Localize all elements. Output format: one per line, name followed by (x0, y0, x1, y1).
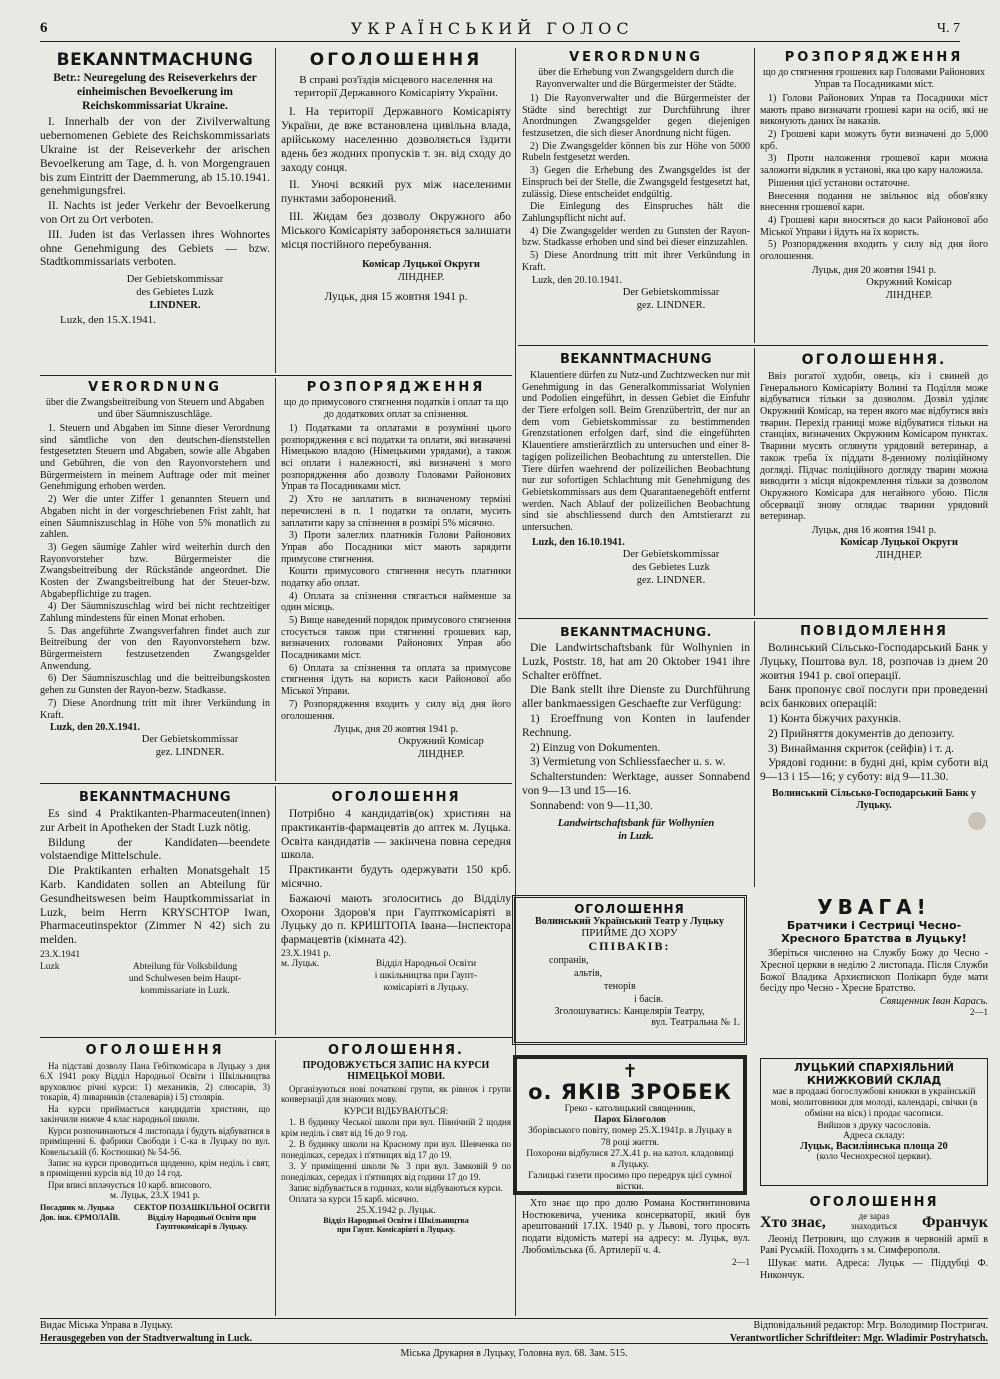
signature-line: Дов. інж. ЄРМОЛАЇВ. (40, 1212, 120, 1222)
paragraph: Оплата за курси 15 карб. місячно. (289, 1194, 419, 1205)
paragraph: I. Innerhalb der von der Zivilverwaltung uebernomenen Gebiete des Reichskommissariats Ukraine ist der Reiseverkehr der arischen Bevoelkerung am Tage, d. h. von Morgengrauen bis zum Eintritt der Daemmerung, ab 15.10.1941. genehmigungsfrei. (40, 116, 270, 198)
search-headline (760, 1212, 988, 1232)
notice-pharmacy-de (40, 790, 270, 1035)
paragraph: Внесення подання не звільнює від обов'язку внесення грошевої кари. (760, 190, 988, 214)
notice-city: м. Луцьк. (281, 958, 320, 969)
paragraph: III. Жидам без дозволу Окружного або Міського Комісаріяту забороняється залишати місця постійного перебування. (281, 210, 511, 251)
notice-body (40, 808, 270, 948)
signature-line: і шкільництва при Гаупт- (374, 970, 478, 981)
paragraph: 7) Diese Anordnung tritt mit ihrer Verkündung in Kraft. (40, 697, 270, 721)
paragraph: I. На території Державного Комісаріяту України, де вже встановлена цивільна влада, арійському населенню дозволяється їздити вдень без жодних пропусків т. зн. від сходу до заходу сонця. (281, 106, 511, 174)
paragraph: На підставі дозволу Пана Гебіткомісара в Луцьку з дня 6.X 1941 року Відділ Народньої Освіти і Шкільництва вруховлює річні курси: 1) механиків, 2) слюсарів, 3) токарів, 4) ливарників (сталеварів) і 5) столярів. (40, 1061, 270, 1103)
notice-search-romana (522, 1198, 750, 1316)
notice-subject: що до примусового стягнення податків і оплат та що до додаткових оплат за спізнення. (283, 397, 509, 420)
search-question: де зараз знаходиться (850, 1211, 897, 1231)
divider (40, 1037, 512, 1038)
issue-number: Ч. 7 (936, 20, 960, 36)
signature: Волинський Сільсько-Господарський Банк у Луцьку. (772, 787, 976, 812)
paragraph: 1. Steuern und Abgaben im Sinne dieser Verordnung sind sämtliche von den deutschen-dienststellen festgesetzten Steuern und Abgaben, sowie alle Abgaben und Gebühren, die von den Rayonvorstehern und Bürgermeistern in meinem Auftrage oder mit meiner Genehmigung erhoben werden. (40, 423, 270, 493)
notice-title: ОГОЛОШЕННЯ (331, 790, 461, 805)
notice-zwangsgelder-de (522, 50, 750, 343)
paragraph: 2) Хто не заплатить в визначеному терміні перечислені в п. 1 податки та оплати, мусить заплатити кару за спізнення в розмірі 5% місячно. (281, 494, 511, 529)
notice-bookstore-box (760, 1058, 988, 1186)
column-rule (754, 348, 755, 616)
signature-line: in Luzk. (618, 830, 654, 842)
list-item: 2) Прийняття документів до депозиту. (768, 727, 955, 740)
paragraph: II. Уночі всякий рух між населеними пунктами заборонений. (281, 179, 511, 206)
search-name: Франчук (921, 1213, 988, 1231)
obituary-line: Парох Білоголов (594, 1115, 666, 1126)
notice-body (760, 371, 988, 523)
list-item: 1) Конта біжучих рахунків. (768, 712, 902, 725)
signature-line: при Гаупт. Комісаріяті в Луцьку. (337, 1225, 455, 1235)
signature-left (40, 1203, 120, 1232)
obituary-line: Зборівського повіту, помер 25.X.1941р. в Луцьку в 78 році життя. (528, 1126, 732, 1148)
obituary-box (513, 1055, 747, 1195)
divider (518, 618, 988, 619)
issue-count: 2—1 (970, 1007, 988, 1018)
divider (40, 375, 512, 376)
obituary-line: Галицькі газети просимо про передрук цієї сумної вістки. (528, 1171, 732, 1193)
paragraph: Klauentiere dürfen zu Nutz-und Zuchtzwecken nur mit Genehmigung in das Generalkommissariat Wolynien und Podolien eingeführt, in dessen Gebiet die Einfuhr der Tiere erfolgen soll. Beim Grenzübertritt, der nur an dem vom Gebietskommissar zu bestimmenden Grenzstationen erfolgen darf, sind die eingeführten Klauentiere amstierärztlich zu untersuchen und einer 8-tagigen polizeilichen Beobachtung zu unterstellen. Die Tiere dürfen waehrend der polizeilichen Beobachtung nur zur sofortigen Schlachtung mit Genehmigung des Gebietskommissars aus dem Quarantaenegehöft entfernt werden. Nach Ablauf der polizeilichen Beobachtung sind sie abschliessend durch den Amtstierarzt zu untersuchen. (522, 370, 750, 533)
signature-line: Відділ Народньої Освіти і Шкільництва (323, 1215, 469, 1225)
paragraph: Бажаючі мають зголоситись до Відділу Охорони Здоров'я при Гаупткомісаріяті в Луцьку до п. КРИШТОПА Івана—Інспектора фармацевтів (кімната 42). (281, 892, 511, 947)
signature (592, 548, 750, 587)
paragraph: Леонід Петрович, що служив в червоній армії в Раві Руській. Походить з м. Симферополя. (760, 1233, 988, 1257)
signature-line: des Gebietes Luzk (136, 287, 214, 299)
signature-name: LINDNER. (149, 300, 201, 312)
signature-line: комісаріяті в Луцьку. (383, 982, 469, 993)
notice-body (760, 642, 988, 785)
signature (341, 959, 511, 995)
notice-fines-ua (760, 50, 988, 343)
signature-name: ЛІНДНЕР. (397, 272, 445, 284)
theatre-line: ПРИЙМЕ ДО ХОРУ (581, 927, 678, 939)
notice-date: Luzk, den 20.10.1941. (532, 275, 622, 287)
obituary-line: Греко - католицький священник, (564, 1104, 696, 1114)
notice-body (281, 106, 511, 252)
bookstore-title: КНИЖКОВИЙ СКЛАД (806, 1074, 942, 1087)
signature (331, 258, 511, 284)
signature (810, 536, 988, 562)
notice-cattle-ua (760, 352, 988, 616)
publisher-line: Видає Міська Управа в Луцьку. (40, 1320, 174, 1331)
theatre-address: вул. Театральна № 1. (651, 1017, 740, 1028)
signature-name: gez. LINDNER. (636, 300, 706, 312)
signature (371, 735, 511, 761)
notice-date: 23.X.1941 (40, 949, 81, 960)
notice-date: Луцьк, дня 15 жовтня 1941 р. (324, 290, 468, 303)
signature-name: ЛІНДНЕР. (417, 749, 465, 761)
notice-title: BEKANNTMACHUNG (559, 352, 713, 367)
notice-body (522, 370, 750, 534)
signature-line: Der Gebietskommissar (141, 734, 239, 746)
paragraph: 1) Die Rayonverwalter und die Bürgermeister der Städte sind berechtigt zur Durchführung ihrer Anordnungen Zwangsgelder gegen diejenigen festzusetzen, die sich dieser Anordnung nicht fügen. (522, 93, 750, 140)
notice-date: Луцьк, дня 16 жовтня 1941 р. (811, 524, 937, 536)
list-item: тенорів (604, 981, 636, 992)
notice-date: Luzk, den 16.10.1941. (532, 536, 625, 548)
signature (100, 962, 270, 998)
search-question: Хто знає, (760, 1213, 826, 1231)
signature-name: ЛІНДНЕР. (885, 289, 933, 301)
list-item: і басів. (634, 994, 664, 1005)
bookstore-body: має в продажі богослужбові книжки в українській мові, молитовники для молоді, календарі, свічки (в обміни на віск) і продає часописи. (770, 1087, 978, 1120)
notice-subject: Братчики і Сестриці Чесно-Хресного Братства в Луцьку! (781, 919, 967, 946)
paragraph: Die Einlegung des Einspruches hält die Zahlungspflicht nicht auf. (522, 201, 750, 224)
signature-line: Відділу Народньої Освіти при (147, 1212, 257, 1222)
notice-title: УВАГА! (817, 895, 931, 919)
voice-list (519, 954, 740, 1006)
signature (522, 817, 750, 843)
signature-line: Landwirtschaftsbank für Wolhynien (557, 817, 715, 829)
notice-city: Luzk (40, 961, 60, 972)
notice-date: Luzk, den 20.X.1941. (50, 722, 141, 734)
paragraph: Рішення цієї установи остаточне. (768, 177, 910, 189)
obituary-line: Похорони відбулися 27.X.41 р. на катол. кладовищі в Луцьку. (526, 1148, 734, 1171)
notice-body (522, 93, 750, 273)
editor-line: Verantwortlicher Schriftleiter: Mgr. Wladimir Postryhatsch. (729, 1332, 988, 1344)
signature-name: ЛІНДНЕР. (875, 550, 923, 562)
bookstore-line: Вийшов з друку часословів. (817, 1120, 931, 1131)
signature (592, 286, 750, 312)
page-header (40, 16, 960, 42)
paragraph: Кошти примусового стягнення несуть платники податку або оплат. (281, 566, 511, 589)
paragraph: Запис відбувається в годинах, коли відбуваються курси. (289, 1182, 503, 1193)
notice-body (281, 423, 511, 722)
paragraph: Практиканти будуть одержувати 150 крб. місячно. (281, 864, 511, 890)
publisher-info (40, 1320, 510, 1345)
signature-line: und Schulwesen beim Haupt- (128, 973, 242, 984)
divider (40, 1318, 988, 1319)
paragraph: 4) Der Säumniszuschlag wird bei nicht rechtzeitiger Zahlung mindestens für einen Monat erhoben. (40, 601, 270, 624)
paragraph: 5) Вище наведений порядок примусового стягнення стосується також при стягненні грошевих кар, визначених головами Районових Управ або Посадниками міст. (281, 615, 511, 662)
notice-subject: що до стягнення грошевих кар Головами Районових Управ та Посадниками міст. (763, 67, 985, 90)
signature-line: Der Gebietskommissar (622, 548, 720, 560)
signature-line: Комісар Луцької Округи (362, 259, 480, 271)
paragraph: Die Landwirtschaftsbank für Wolhynien in Luzk, Poststr. 18, hat am 20 Oktober 1941 ihre Schalter eröffnet. (522, 642, 750, 682)
signature-row (40, 1203, 270, 1232)
notice-title: ОГОЛОШЕННЯ. (801, 352, 947, 368)
notice-german-courses (281, 1043, 511, 1316)
theatre-line: СПІВАКІВ: (588, 939, 671, 953)
signature-line: Der Gebietskommissar (126, 274, 224, 286)
list-item: 3) Винаймання скриток (сейфів) і т. д. (768, 742, 954, 755)
bookstore-line: (коло Чеснохресної церкви). (816, 1151, 932, 1162)
signature (830, 276, 988, 302)
paragraph: При вписі вплачується 10 карб. вписового. (48, 1179, 212, 1190)
notice-theatre-box (512, 895, 747, 1045)
theatre-contact: Зголошуватись: Канцелярія Театру, (554, 1006, 705, 1017)
signature-line: des Gebietes Luzk (632, 561, 710, 573)
paragraph: Організуються нові початкові групи, як рівнож і групи конверзації для знаючих мову. (281, 1084, 511, 1105)
notice-title: VERORDNUNG (88, 380, 222, 395)
notice-trade-courses (40, 1043, 270, 1316)
notice-body (40, 1061, 270, 1190)
signature-line: Abteilung für Volksbildung (132, 961, 238, 972)
paragraph: 6) Der Säumniszuschlag und die beitreibungskosten gehen zu Gunsten der Rayon-bezw. Stadkasse. (40, 673, 270, 697)
signature-right (134, 1203, 270, 1232)
notice-title: BEKANNTMACHUNG. (560, 624, 712, 639)
notice-date: 23.X.1941 р. (281, 948, 331, 959)
list-item: альтів, (574, 968, 603, 979)
notice-body (760, 93, 988, 263)
signature-name: gez. LINDNER. (155, 747, 225, 759)
paragraph: 4) Грошеві кари вносяться до каси Районової або Міської Управи і йдуть на їх користь. (760, 214, 988, 238)
list-item: 2) Einzug von Dokumenten. (530, 741, 661, 754)
page-number: 6 (40, 20, 48, 36)
signature-name: gez. LINDNER. (636, 574, 706, 586)
notice-travel-ua (281, 50, 511, 373)
paragraph: Запис на курси проводиться щоденно, крім неділь і свят, в приміщенні курсів від 10 до 14 год. (40, 1157, 270, 1179)
paragraph: Die Praktikanten erhalten Monatsgehalt 15 Karb. Kandidaten sollen an Abteilung für Gesundheitswesen beim Hauptkommissariat in Luzk, beim Herrn KRYSCHTOP Iwan, Pharmaceutinspektor (Zimmer N 42) sich zu melden. (40, 865, 270, 947)
notice-date: Луцьк, дня 20 жовтня 1941 р. (811, 264, 937, 276)
notice-search-franchuk (760, 1195, 988, 1316)
paragraph: III. Juden ist das Verlassen ihres Wohnortes ohne Genehmigung des Gebiets — bzw. Stadtkommissariats verboten. (40, 228, 270, 269)
notice-body (760, 1234, 988, 1282)
notice-title: ОГОЛОШЕННЯ (85, 1043, 225, 1058)
paragraph: II. Nachts ist jeder Verkehr der Bevoelkerung von Ort zu Ort verboten. (40, 200, 270, 226)
publisher-line: Herausgegeben von der Stadtverwaltung in Luck. (40, 1332, 253, 1344)
notice-title: ОГОЛОШЕННЯ. (328, 1043, 464, 1058)
paragraph: 1) Голови Районових Управ та Посадники міст мають право визначати грошеві кари на осіб, які не виконують даних їм наказів. (760, 93, 988, 128)
notice-reiseverkehr-de (40, 50, 270, 373)
bookstore-line: Адреса складу: (843, 1130, 905, 1141)
printer-info: Міська Друкарня в Луцьку, Головна вул. 68. Зам. 515. (400, 1348, 628, 1359)
signature-line: kommissariate in Luzk. (140, 985, 230, 996)
paragraph: 6) Оплата за спізнення та оплата за примусове стягнення ідуть на користь каси Районової або Міської Управи. (281, 662, 511, 698)
paragraph: Банк пропонує свої послуги при проведенні всіх банкових операцій: (760, 684, 988, 711)
column-rule (275, 48, 276, 373)
notice-subject: ПРОДОВЖУЄТЬСЯ ЗАПИС НА КУРСИ (302, 1060, 490, 1071)
paragraph: 5) Розпорядження входить у силу від дня його оголошення. (760, 239, 988, 262)
notice-body (522, 1198, 750, 1256)
signature-line: Відділ Народньої Освіти (375, 958, 477, 969)
divider (40, 783, 512, 784)
paragraph: На курси приймається кандидатів християн, що закінчили нижче 4 клас народньої школи. (40, 1103, 270, 1125)
paragraph: 2) Die Zwangsgelder können bis zur Höhe von 5000 Rubeln festgesetzt werden. (522, 140, 750, 164)
signature (110, 733, 270, 759)
paragraph: Урядові години: в будні дні, крім суботи від 9—13 і 15—16; у суботу: від 9—11.30. (760, 757, 988, 784)
signature-line: Посадник м. Луцька (40, 1203, 115, 1213)
signature: Священник Іван Карась. (879, 996, 988, 1008)
column-rule (754, 48, 755, 343)
notice-title: BEKANNTMACHUNG (56, 50, 254, 70)
notice-title: ПОВІДОМЛЕННЯ (800, 624, 948, 639)
paragraph: 1) Податками та оплатами в розумінні цього розпорядження є всі податки та оплати, які визначені Німецькою владою (Німецькими урядами), а також всі оплати і належності, які визначені з мого розпорядження або дозволу Головами Районових Управ та Посадниками міст. (281, 423, 511, 493)
signature-row (281, 959, 511, 995)
paragraph: Зберіться численно на Службу Божу до Чесно - Хресної церкви в неділю 2 листопада. Після Служби Божої Владика Архиєпископ Полікарп буде мати бесіду про Чесно - Хресне Братство. (760, 948, 988, 995)
notice-body (281, 1084, 511, 1205)
paragraph: 2) Wer die unter Ziffer 1 genannten Steuern und Abgaben nicht in der vorgeschriebenen Frist zahlt, hat einen Säumniszuschlag in Höhe von 5% monatlich zu zahlen. (40, 494, 270, 541)
list-item: 1) Eroeffnung von Konten in laufender Rechnung. (522, 712, 750, 739)
notice-steuern-de (40, 380, 270, 781)
paragraph: Потрібно 4 кандидатів(ок) християн на практикантів-фармацевтів до аптек м. Луцька. Освіта кандидатів — закінчена повна середня школа. (281, 808, 511, 862)
notice-title: РОЗПОРЯДЖЕННЯ (784, 50, 964, 65)
notice-subject: В справі роз'їздів місцевого населення на території Державного Комісаріяту України. (294, 74, 498, 100)
notice-bank-de (522, 624, 750, 886)
cross-icon: ✝ (622, 1061, 638, 1081)
paragraph: 3) Проти залеглих платників Голови Районових Управ або Посадники міст мають зарядити примусове стягнення. (281, 530, 511, 565)
notice-body (40, 423, 270, 721)
editor-line: Відповідальний редактор: Мгр. Володимир Постригач. (753, 1320, 988, 1331)
paragraph: 5. Das angeführte Zwangsverfahren findet auch zur Beitreibung der von den Rayonvorstehern bzw. Bürgermeistern festzusetzenden Zwangsgelder Anwendung. (40, 625, 270, 672)
notice-title: VERORDNUNG (569, 50, 703, 65)
signature-row (40, 962, 270, 998)
paragraph: 5) Diese Anordnung tritt mit ihrer Verkündung in Kraft. (522, 249, 750, 273)
notice-body (281, 808, 511, 948)
editor-info (518, 1320, 988, 1345)
signature (281, 1216, 511, 1235)
paragraph: 1. В будинку Чеської школи при вул. Північній 2 щодня крім неділь і свят від 16 до 9 год. (281, 1117, 511, 1138)
signature-line: Окружний Комісар (398, 736, 484, 748)
paragraph: 4) Оплата за спізнення стягається найменше за один місяць. (281, 590, 511, 614)
obituary-name: о. ЯКІВ ЗРОБЕК (528, 1080, 732, 1104)
notice-bank-ua (760, 624, 988, 886)
paragraph: 3. У приміщенні школи № 3 при вул. Замковій 9 по понеділках, середах і п'ятницях від години 17 до 19. (281, 1161, 511, 1182)
obituary-signature (523, 1194, 737, 1195)
notice-body (760, 948, 988, 995)
paragraph: 4) Die Zwangsgelder werden zu Gunsten der Rayon-bzw. Stadkasse erhoben und sind bei dieser einzuzahlen. (522, 225, 750, 249)
notice-title: РОЗПОРЯДЖЕННЯ (306, 380, 486, 395)
notice-date: Luzk, den 15.X.1941. (60, 313, 156, 326)
paragraph: Волинський Сільсько-Господарський Банк у Луцьку, Поштова вул. 18, розпочав із днем 20 жовтня 1941 р. свої операції. (760, 642, 988, 682)
paragraph: 2) Грошеві кари можуть бути визначені до 5,000 крб. (760, 129, 988, 152)
paragraph: Die Bank stellt ihre Dienste zu Durchführung aller bankmaessigen Geschaefte zur Verfügung: (522, 684, 750, 711)
notice-title: ОГОЛОШЕННЯ (309, 50, 483, 70)
obituary-body (523, 1104, 737, 1194)
notice-body (40, 116, 270, 270)
signature-line: СЕКТОР ПОЗАШКІЛЬНОЇ ОСВІТИ (133, 1203, 270, 1213)
paragraph: 2. В будинку школи на Красному при вул. Шевченка по понеділках, середах і п'ятницях від 17 до 19. (281, 1139, 511, 1160)
notice-date: Луцьк, дня 20 жовтня 1941 р. (333, 724, 459, 736)
notice-subject: НІМЕЦЬКОЇ МОВИ. (347, 1071, 445, 1082)
list-item: 3) Vermietung von Schliessfaecher u. s. w. (530, 756, 726, 769)
notice-klauentiere-de (522, 352, 750, 616)
theatre-name: Волинський Український Театр у Луцьку (534, 916, 724, 927)
paragraph: Sonnabend: von 9—11,30. (530, 799, 653, 812)
notice-title: ОГОЛОШЕННЯ (809, 1195, 939, 1210)
paragraph: Курси розпочинаються 4 листопада і будуть відбуватися в приміщенні 6. фабрики Свободи і С-ка в Луцьку по вул. Ковельській (б. Костюшки) № 54-56. (40, 1125, 270, 1157)
signature-line: Der Gebietskommissar (622, 287, 720, 299)
signature (80, 273, 270, 312)
paragraph: Schalterstunden: Werktage, ausser Sonnabend von 9—13 und 15—16. (522, 771, 750, 797)
paragraph: Ввіз рогатої худоби, овець, кіз і свиней до Генерального Комісаріяту Волині та Поділля може відбуватися тільки за дозволом. Дозвіл уділяє Окружний Комісар, на терен якого має відбутися ввіз тварин. Перехід границі може відбуватися тільки на станціях, визначених Окружним Комісаром пунктах. Тварини мусять оглянути урядовий ветеринар, а також треба їх піддати 8-денному поліційному догляді. Підчас поліційного догляду тварин можна виводити з місця відокремлення тільки за дозволом Окружного Комісара для негайного убою. Після обсервації знову оглядає тварини урядовий ветеринар. (760, 371, 988, 523)
notice-body (522, 642, 750, 814)
notice-brotherhood (760, 895, 988, 1043)
notice-taxes-ua (281, 380, 511, 781)
notice-pharmacy-ua (281, 790, 511, 1035)
divider (518, 345, 988, 346)
notice-title: BEKANNTMACHUNG (78, 790, 232, 805)
notice-subject: Betr.: Neuregelung des Reiseverkehrs der einheimischen Bevoelkerung im Reichskommissariat Ukraine. (53, 72, 257, 112)
notice-subject: über die Erhebung von Zwangsgeldern durch die Rayonverwalter und die Bürgermeister der Städte. (535, 67, 737, 90)
paragraph: 7) Розпорядження входить у силу від дня його оголошення. (281, 698, 511, 722)
paragraph: 3) Gegen die Erhebung des Zwangsgeldes ist der Einspruch bei der Stelle, die Zwangsgeld festgesetzt hat, zulässig. Diese entscheidet endgültig. (522, 165, 750, 200)
paragraph: 3) Проти наложення грошевої кари можна заложити відклик в установі, яка цю кару наложила. (760, 153, 988, 177)
paragraph: Es sind 4 Praktikanten-Pharmaceuten(innen) zur Arbeit in Apotheken der Stadt Luzk nötig. (40, 808, 270, 834)
list-item: сопранів, (549, 955, 589, 966)
punch-hole (968, 812, 986, 830)
column-rule (275, 378, 276, 781)
column-rule (275, 786, 276, 1035)
paragraph: 3) Gegen säumige Zahler wird weiterhin durch den Rayonvorsteher bzw. Bürgermeister die Zwangsbeitreibung der Rückstände angeordnet. Die Kosten der Zwangsbeitreibung hat der Steuer-bzw. Abgabepflichtige zu tragen. (40, 541, 270, 600)
section-heading: КУРСИ ВІДБУВАЮТЬСЯ: (343, 1105, 449, 1116)
paragraph: Bildung der Kandidaten—beendete volstaendige Mittelschule. (40, 836, 270, 863)
notice-date: 25.X.1942 р. Луцьк. (356, 1205, 436, 1216)
signature-line: Гауптокомісарі в Луцьку. (156, 1222, 248, 1232)
signature-line: Комісар Луцької Округи (840, 536, 958, 548)
paragraph: Шукає мати. Адреса: Луцьк — Піддубці Ф. Никончук. (760, 1258, 988, 1281)
column-rule (754, 621, 755, 887)
column-rule (275, 1040, 276, 1316)
issue-count: 2—1 (732, 1257, 750, 1268)
bookstore-address: Луцьк, Василіянська площа 20 (800, 1140, 948, 1152)
notice-date: м. Луцьк, 23.X 1941 р. (109, 1191, 201, 1202)
signature-line: Окружний Комісар (866, 276, 952, 288)
bookstore-title: ЛУЦЬКИЙ СПАРХІЯЛЬНИЙ (794, 1062, 954, 1074)
notice-title: ОГОЛОШЕННЯ (574, 902, 685, 916)
masthead: УКРАЇНСЬКИЙ ГОЛОС (350, 19, 634, 38)
paragraph: Хто знає що про долю Романа Костянтиновича Ностюкевича, ученика консерваторії, який був арештований 17.IX. 1940 р. у Львові, того просять подати відомість матері на адресу: м. Луцьк, вул. Любомільська (б. Артилерії ч. 4. (522, 1198, 750, 1256)
notice-subject: über die Zwangsbeitreibung von Steuern und Abgaben und über Säumniszuschläge. (45, 397, 265, 420)
